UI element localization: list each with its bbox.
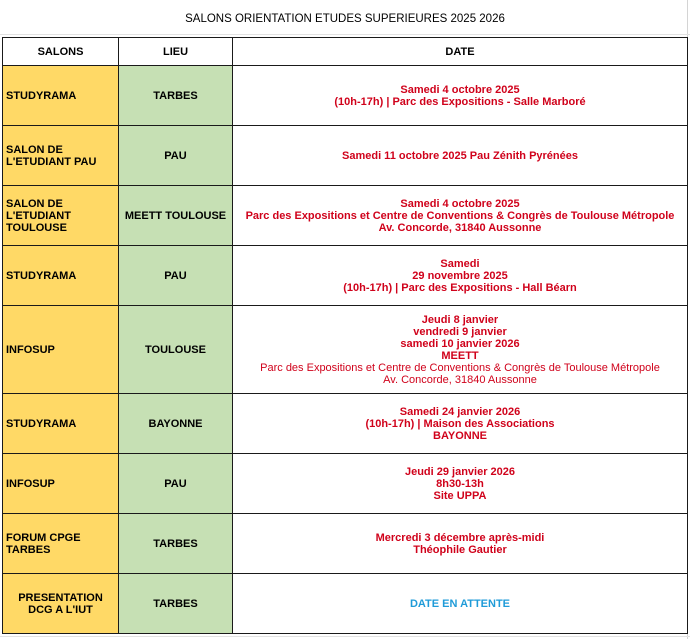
cell-salon[interactable]: INFOSUP xyxy=(3,306,119,394)
cell-lieu[interactable]: PAU xyxy=(119,246,233,306)
cell-date[interactable] xyxy=(233,66,688,126)
date-line: Samedi 4 octobre 2025 xyxy=(400,197,520,210)
cell-date[interactable] xyxy=(233,126,688,186)
cell-salon[interactable]: STUDYRAMA xyxy=(3,394,119,454)
header-lieu[interactable]: LIEU xyxy=(119,38,233,66)
date-line: 29 novembre 2025 xyxy=(412,269,508,282)
table-row xyxy=(3,186,688,246)
cell-salon[interactable]: INFOSUP xyxy=(3,454,119,514)
cell-lieu[interactable]: PAU xyxy=(119,454,233,514)
table-row xyxy=(3,66,688,126)
date-line: Av. Concorde, 31840 Aussonne xyxy=(378,221,542,234)
date-line: Samedi 4 octobre 2025 xyxy=(400,83,520,96)
date-line: Samedi 24 janvier 2026 xyxy=(399,405,521,418)
cell-date[interactable] xyxy=(233,514,688,574)
date-line: Samedi 11 octobre 2025 Pau Zénith Pyrénées xyxy=(342,149,578,162)
cell-salon[interactable]: STUDYRAMA xyxy=(3,66,119,126)
salons-table xyxy=(2,37,688,634)
date-line: Jeudi 8 janvier xyxy=(421,313,499,326)
table-row xyxy=(3,514,688,574)
cell-salon[interactable]: STUDYRAMA xyxy=(3,246,119,306)
date-line: Théophile Gautier xyxy=(413,543,507,556)
header-date[interactable]: DATE xyxy=(233,38,688,66)
date-line: DATE EN ATTENTE xyxy=(409,597,510,610)
cell-date[interactable] xyxy=(233,394,688,454)
date-line: Av. Concorde, 31840 Aussonne xyxy=(383,373,537,386)
cell-date[interactable] xyxy=(233,186,688,246)
cell-salon[interactable]: PRESENTATION DCG A L'IUT xyxy=(3,574,119,634)
cell-lieu[interactable]: PAU xyxy=(119,126,233,186)
cell-salon[interactable]: SALON DE L'ETUDIANT TOULOUSE xyxy=(3,186,119,246)
date-line: Site UPPA xyxy=(433,489,487,502)
date-line: Mercredi 3 décembre après-midi xyxy=(375,531,545,544)
cell-lieu[interactable]: BAYONNE xyxy=(119,394,233,454)
cell-date[interactable] xyxy=(233,454,688,514)
date-line: (10h-17h) | Maison des Associations xyxy=(365,417,555,430)
table-row xyxy=(3,454,688,514)
table-row xyxy=(3,246,688,306)
cell-lieu[interactable]: TARBES xyxy=(119,574,233,634)
cell-lieu[interactable]: TARBES xyxy=(119,514,233,574)
date-line: samedi 10 janvier 2026 xyxy=(400,337,520,350)
cell-salon[interactable]: FORUM CPGE TARBES xyxy=(3,514,119,574)
date-line: (10h-17h) | Parc des Expositions - Salle Marboré xyxy=(334,95,586,108)
table-row xyxy=(3,574,688,634)
gridline xyxy=(0,636,690,637)
header-row xyxy=(3,38,688,66)
date-line: Jeudi 29 janvier 2026 xyxy=(404,465,516,478)
cell-date[interactable] xyxy=(233,574,688,634)
date-line: (10h-17h) | Parc des Expositions - Hall Béarn xyxy=(343,281,577,294)
date-line: 8h30-13h xyxy=(436,477,484,490)
table-row xyxy=(3,126,688,186)
date-line: vendredi 9 janvier xyxy=(413,325,507,338)
cell-date[interactable] xyxy=(233,306,688,394)
cell-salon[interactable]: SALON DE L'ETUDIANT PAU xyxy=(3,126,119,186)
date-line: Samedi xyxy=(440,257,480,270)
gridline xyxy=(0,34,690,35)
page-title[interactable]: SALONS ORIENTATION ETUDES SUPERIEURES 2025 2026 xyxy=(185,13,505,25)
cell-lieu[interactable]: TOULOUSE xyxy=(119,306,233,394)
table-row xyxy=(3,394,688,454)
date-line: BAYONNE xyxy=(433,429,487,442)
cell-lieu[interactable]: TARBES xyxy=(119,66,233,126)
table-row xyxy=(3,306,688,394)
cell-lieu[interactable]: MEETT TOULOUSE xyxy=(119,186,233,246)
cell-date[interactable] xyxy=(233,246,688,306)
date-line: Parc des Expositions et Centre de Conventions & Congrès de Toulouse Métropole xyxy=(245,209,675,222)
date-line: Parc des Expositions et Centre de Conventions & Congrès de Toulouse Métropole xyxy=(260,361,660,374)
date-line: MEETT xyxy=(441,349,479,362)
header-salons[interactable]: SALONS xyxy=(3,38,119,66)
